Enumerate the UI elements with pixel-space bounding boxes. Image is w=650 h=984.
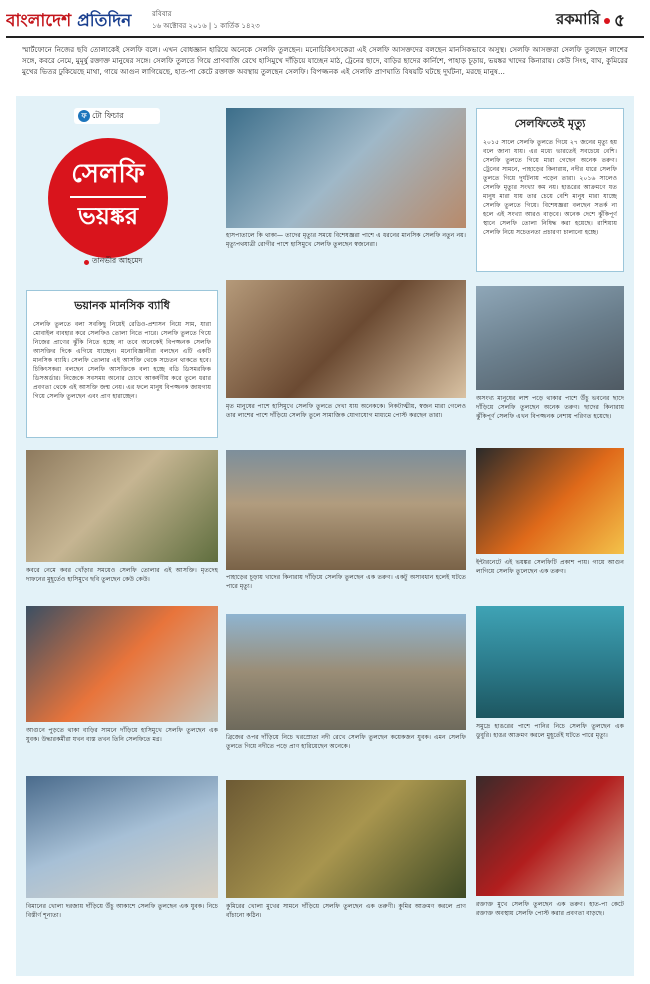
caption-burning-house: আগুনে পুড়তে থাকা বাড়ির সামনে দাঁড়িয়ে হাসিমুখে সেলফি তুলছেন এক যুবক। উদ্ধারকর্মীরা যখন ব্যস্ত তখন তিনি সেলফিতে মগ্ন। [26,727,218,743]
intro-paragraph: স্মার্টফোনে নিজের ছবি তোলাকেই সেলফি বলে। এখন বোধজ্ঞান হারিয়ে অনেকে সেলফি তুলছেন। মনোচিকিৎসকেরা এই সেলফি আসক্তদের বলছেন মানসিকভাবে অসুস্থ। সেলফি আসক্তরা সেলফি তুলছেন লাশের সঙ্গে, কবরে নেমে, মুমূর্ষু রক্তাক্ত মানুষের সঙ্গে। সেলফি তুলতে গিয়ে প্রাণবাজি রেখে হাসিমুখে দাঁড়িয়ে যাচ্ছেন মাঠ, ট্রেনের ছাদে, বাড়ির ছাদের কার্নিশে, পাহাড় চূড়ায়, ভয়ঙ্কর খাদের কিনারায়। কেউ সিংহ, বাঘ, কুমিরের মুখের ভিতর ঢুকিয়েছে মাথা, গায়ে আগুন লাগিয়েছে, হাত-পা কেটে রক্তাক্ত অবস্থায় তুলছেন সেলফি। বিপজ্জনক এই সেলফি প্রাণঘাতি বিষয়টি ঘটছে দুর্ঘটনা, মরছে মানুষ... [22,45,628,76]
sidebar-right-body: ২০১৫ সালে সেলফি তুলতে গিয়ে ২৭ জনের মৃত্যু হয় বলে জানা যায়। এর মধ্যে ভারতেই সবচেয়ে বেশি। সেলফি তুলতে গিয়ে মারা গেছেন অনেক তরুণ। ট্রেনের সামনে, পাহাড়ের কিনারায়, নদীর ধারে সেলফি তুলতে গিয়ে দুর্ঘটনায় পড়েন তারা। ২০১৬ সালেও সেলফি মৃত্যুর সংখ্যা কম নয়। হাঙরের আক্রমণে যত মানুষ মারা যায় তার চেয়ে বেশি মানুষ মারা যাচ্ছে সেলফি তুলতে গিয়ে। বিশেষজ্ঞরা বলছেন সতর্ক না হলে এই সংখ্যা আরও বাড়বে। অনেক দেশে ঝুঁকিপূর্ণ স্থানে সেলফি তোলা নিষিদ্ধ করা হয়েছে। রাশিয়ায় সেলফি নিয়ে সচেতনতা প্রচারণা চালানো হচ্ছে। [483,139,617,236]
photo-rooftop-selfie [476,286,624,390]
photo-crocodile-selfie [226,780,466,898]
photo-fire-selfie [476,448,624,554]
masthead-rule [6,36,644,38]
caption-fire: ইন্টারনেটে এই ভয়ঙ্কর সেলফিটি প্রকাশ পায়। গায়ে আগুন লাগিয়ে সেলফি তুলেছেন এক তরুণ। [476,559,624,575]
author-name: তানভীর আহমেদ [92,256,143,265]
feature-badge-icon: ফ [78,110,90,122]
caption-hospital: হাসপাতালে কি থাকা— তাদের মৃত্যুর সময়ে বিশেষজ্ঞরা পাশে এ ধরনের মানসিক সেলফি নতুন নয়। মৃত্যুপথযাত্রী রোগীর পাশে হাসিমুখে সেলফি তুলছেন স্বজনেরা। [226,232,466,248]
photo-hospital-selfie [226,108,466,228]
title-divider [70,196,146,198]
photo-cliff-selfie [226,450,466,570]
sidebar-selfie-deaths [476,108,624,272]
page-number: ৫ [614,11,626,31]
caption-plane: বিমানের খোলা দরজায় দাঁড়িয়ে উঁচু আকাশে সেলফি তুলছেন এক যুবক। নিচে বিস্তীর্ণ শূন্যতা। [26,903,218,919]
photo-burning-house-selfie [26,606,218,722]
photo-shark-selfie [476,606,624,718]
caption-bloody: রক্তাক্ত মুখে সেলফি তুলছেন এক তরুণ। হাত-পা কেটে রক্তাক্ত অবস্থায় সেলফি পোস্ট করার প্রবণতা বাড়ছে। [476,901,624,917]
date-label: ১৬ অক্টোবর ২০১৬ | ১ কার্তিক ১৪২৩ [152,22,260,30]
photo-corpse-selfie [226,280,466,398]
photo-bloody-selfie [476,776,624,896]
caption-corpse: মৃত মানুষের পাশে হাসিমুখে সেলফি তুলতে দেখা যায় অনেককে। নিকটাত্মীয়, স্বজন মারা গেলেও তার লাশের পাশে দাঁড়িয়ে সেলফি তুলে সামাজিক যোগাযোগ মাধ্যমে পোস্ট করছেন তারা। [226,403,466,419]
logo-part2: প্রতিদিন [77,11,132,31]
photo-feature-label: টো ফিচার [74,108,160,124]
sidebar-right-title: সেলফিতেই মৃত্যু [514,117,586,130]
photo-plane-selfie [26,776,218,898]
caption-crocodile: কুমিরের খোলা মুখের সামনে দাঁড়িয়ে সেলফি তুলছেন এক তরুণী। কুমির আক্রমণ করলে প্রাণ বাঁচানো কঠিন। [226,903,466,919]
photo-grave-selfie [26,450,218,562]
section-title: রকমারি [556,10,600,28]
caption-bridge: ব্রিজের ওপর দাঁড়িয়ে নিচে খরস্রোতা নদী রেখে সেলফি তুলছেন কয়েকজন যুবক। এমন সেলফি তুলতে গিয়ে নদীতে পড়ে প্রাণ হারিয়েছেন অনেকে। [226,734,466,750]
author-dot-icon [84,260,89,265]
caption-cliff: পাহাড়ের চূড়ায় খাদের কিনারায় দাঁড়িয়ে সেলফি তুলছেন এক তরুণ। একটু অসাবধান হলেই ঘটতে পারে মৃত্যু। [226,574,466,590]
photo-bridge-selfie [226,614,466,730]
feature-title-circle [48,138,168,258]
date-block [152,8,302,34]
logo-part1: বাংলাদেশ [6,11,72,31]
feature-title-line1: সেলফি [71,159,145,189]
caption-shark: সমুদ্রে হাঙরের পাশে পানির নিচে সেলফি তুলছেন এক ডুবুরি। হাঙর আক্রমণ করলে মুহূর্তেই ঘটতে পারে মৃত্যু। [476,723,624,739]
feature-title-line2: ভয়ঙ্কর [77,202,139,230]
sidebar-left-title: ভয়ানক মানসিক ব্যাধি [74,299,170,312]
section-dot-icon [604,18,610,24]
newspaper-logo [6,8,146,34]
day-label: রবিবার [152,10,172,18]
sidebar-left-body: সেলফি তুলতে বলা সবকিছু নিয়েই রেডিও-প্রশাসন নিয়ে সাম, যারা মোবাইল ব্যবহার করে সেলফিও তোলা নিতে পারে। সেলফি তুলতে গিয়ে নিজের প্রাণের ঝুঁকি নিতে হচ্ছে না তবে অনেকেই বিপজ্জনক সেলফি আসক্তির দিকে এগিয়ে যাচ্ছেন। মনোবিজ্ঞানীরা বলছেন এটি একটি মানসিক ব্যাধি। সেলফি তোলার এই আসক্তি থেকে সচেতন থাকতে হবে। চিকিৎসকরা বলছেন সেলফি আসক্তিকে বলা হচ্ছে বডি ডিসমরফিক ডিসঅর্ডার। নিজেকে সবসময় অন্যের চোখে আকর্ষণীয় করে তুলে ধরার প্রবণতা থেকে এই আসক্তি জন্ম নেয়। এর ফলে মানুষ বিপজ্জনক জায়গায় গিয়ে সেলফি তুলছেন এবং প্রাণ হারাচ্ছেন। [33,321,211,400]
caption-grave: কবরে নেমে কবর খোঁড়ার সময়েও সেলফি তোলার এই আসক্তি। মৃতদেহ দাফনের মুহূর্তেও হাসিমুখে ছবি তুলছেন কেউ কেউ। [26,567,218,583]
sidebar-mental-illness [26,290,218,438]
caption-rooftop: অসংখ্য মানুষের লাশ পড়ে থাকার পাশে উঁচু ভবনের ছাদে দাঁড়িয়ে সেলফি তুলছেন অনেক তরুণ। ছাদের কিনারায় ঝুঁকিপূর্ণ সেলফি এখন বিপজ্জনক নেশায় পরিণত হয়েছে। [476,395,624,420]
